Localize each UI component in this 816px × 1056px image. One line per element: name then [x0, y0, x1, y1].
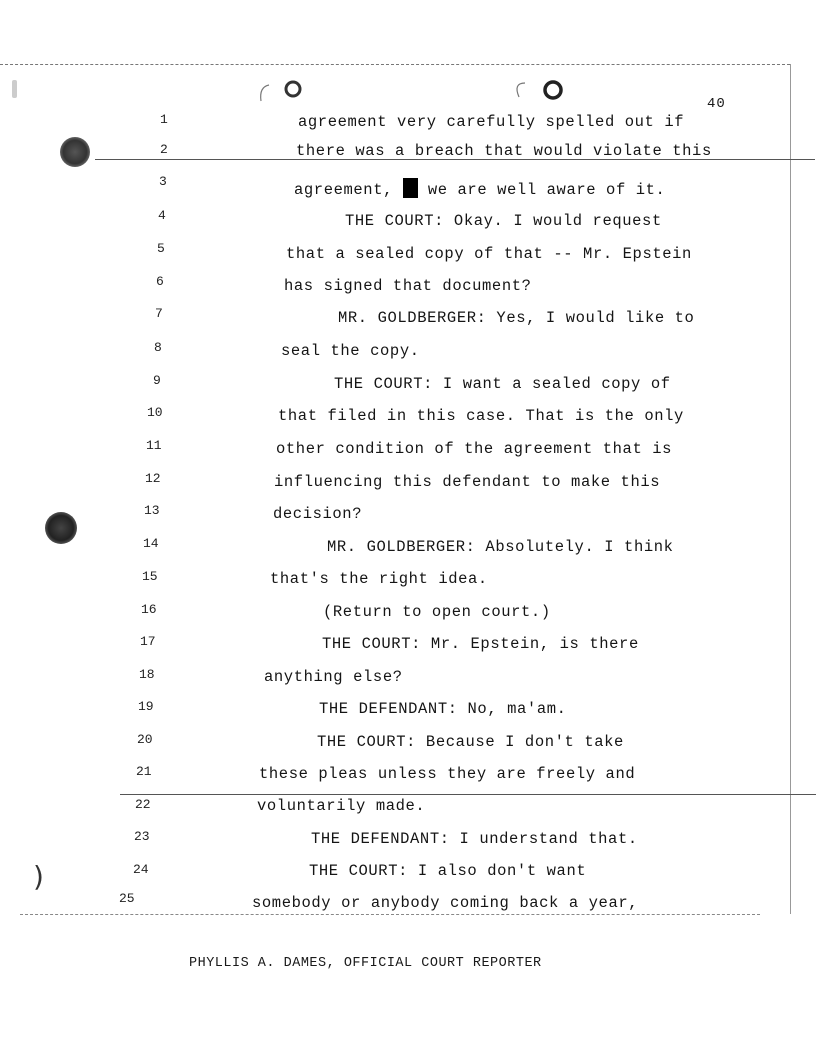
transcript-line: THE COURT: Mr. Epstein, is there: [322, 635, 639, 653]
line-number: 13: [144, 503, 160, 518]
line-number: 10: [147, 405, 163, 420]
redaction-box: [403, 178, 418, 198]
line-number: 3: [159, 174, 167, 189]
line-number: 15: [142, 569, 158, 584]
line-number: 11: [146, 438, 162, 453]
stamp-mark-right: [505, 75, 580, 107]
transcript-line: influencing this defendant to make this: [274, 473, 661, 491]
line-number: 20: [137, 732, 153, 747]
transcript-line: THE DEFENDANT: No, ma'am.: [319, 700, 567, 718]
line-number: 1: [160, 112, 168, 127]
transcript-line: agreement very carefully spelled out if: [298, 113, 685, 131]
transcript-line: MR. GOLDBERGER: Yes, I would like to: [338, 309, 695, 327]
right-margin-rule: [790, 64, 791, 914]
line-number: 24: [133, 862, 149, 877]
bottom-rule: [20, 914, 760, 915]
strike-line-23: [120, 794, 816, 795]
transcript-line: THE COURT: I want a sealed copy of: [334, 375, 671, 393]
transcript-line: voluntarily made.: [257, 797, 426, 815]
scan-mark-paren: ): [33, 860, 44, 893]
transcript-line: other condition of the agreement that is: [276, 440, 673, 458]
transcript-line: that a sealed copy of that -- Mr. Epstein: [286, 245, 692, 263]
line-number: 9: [153, 373, 161, 388]
transcript-line: anything else?: [264, 668, 403, 686]
transcript-line: somebody or anybody coming back a year,: [252, 894, 639, 912]
line-number: 5: [157, 241, 165, 256]
line-number: 17: [140, 634, 156, 649]
punch-hole-top: [60, 137, 90, 167]
transcript-line: seal the copy.: [281, 342, 420, 360]
transcript-line: that filed in this case. That is the only: [278, 407, 684, 425]
top-rule: [0, 64, 790, 65]
line-number: 23: [134, 829, 150, 844]
line-number: 18: [139, 667, 155, 682]
line-number: 16: [141, 602, 157, 617]
scan-mark-left: [12, 80, 17, 98]
transcript-line: [294, 178, 665, 199]
line-number: 19: [138, 699, 154, 714]
court-reporter-footer: PHYLLIS A. DAMES, OFFICIAL COURT REPORTER: [189, 956, 542, 971]
transcript-line: THE COURT: Okay. I would request: [345, 212, 662, 230]
line-number: 7: [155, 306, 163, 321]
transcript-line: (Return to open court.): [323, 603, 551, 621]
transcript-line: THE COURT: I also don't want: [309, 862, 587, 880]
line-number: 21: [136, 764, 152, 779]
transcript-line: has signed that document?: [284, 277, 532, 295]
transcript-text: agreement,: [294, 181, 403, 199]
line-number: 8: [154, 340, 162, 355]
stamp-mark-left: [255, 75, 330, 107]
transcript-line: MR. GOLDBERGER: Absolutely. I think: [327, 538, 674, 556]
transcript-text: we are well aware of it.: [417, 181, 666, 199]
page-number: 40: [707, 96, 726, 112]
line-number: 6: [156, 274, 164, 289]
transcript-line: decision?: [273, 505, 363, 523]
line-number: 2: [160, 142, 168, 157]
line-number: 25: [119, 891, 135, 906]
line-number: 4: [158, 208, 166, 223]
transcript-line: that's the right idea.: [270, 570, 488, 588]
transcript-line: THE COURT: Because I don't take: [317, 733, 624, 751]
line-number: 14: [143, 536, 159, 551]
line-number: 12: [145, 471, 161, 486]
transcript-line: THE DEFENDANT: I understand that.: [311, 830, 638, 848]
transcript-line: there was a breach that would violate this: [296, 142, 712, 160]
punch-hole-middle: [45, 512, 77, 544]
line-number: 22: [135, 797, 151, 812]
transcript-line: these pleas unless they are freely and: [259, 765, 636, 783]
